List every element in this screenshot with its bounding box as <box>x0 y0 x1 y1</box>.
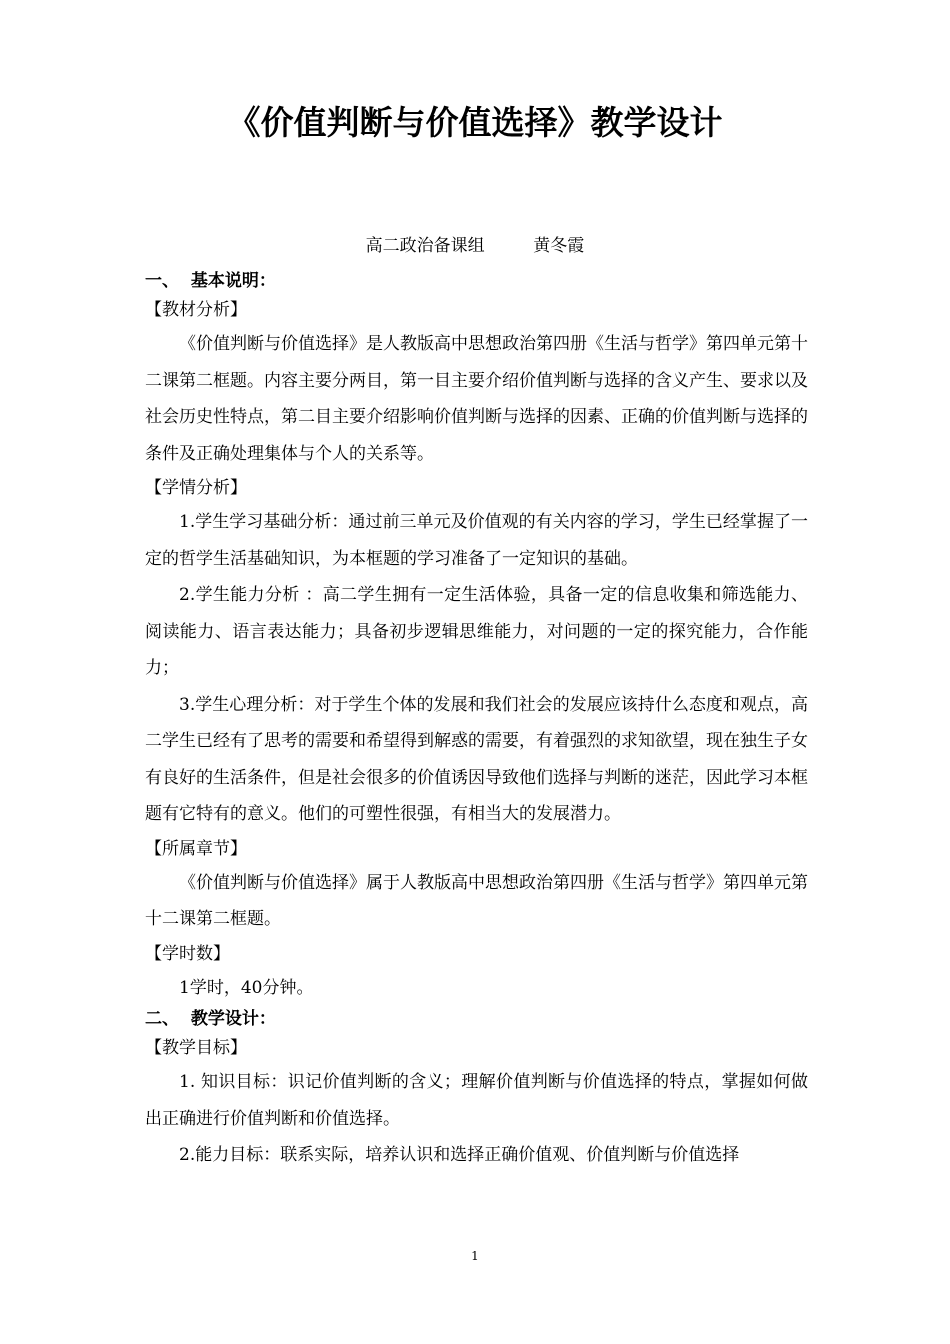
label-chapter: 【所属章节】 <box>145 838 247 859</box>
paragraph-ability-objective: 2.能力目标：联系实际，培养认识和选择正确价值观、价值判断与价值选择 <box>179 1145 740 1165</box>
section-heading-teaching-design: 二、 教学设计： <box>145 1009 276 1029</box>
paragraph-knowledge-objective: 1. 知识目标：识记价值判断的含义；理解价值判断与价值选择的特点，掌握如何做出正确进行价值判断和价值选择。 <box>145 1072 808 1129</box>
label-textbook-analysis: 【教材分析】 <box>145 300 247 320</box>
document-title: 《价值判断与价值选择》教学设计 <box>227 103 723 142</box>
section-heading-basic-info: 一、 基本说明： <box>145 271 276 291</box>
document-body <box>145 268 808 1174</box>
paragraph-class-hours: 1学时，40分钟。 <box>179 977 314 998</box>
label-class-hours: 【学时数】 <box>145 943 230 964</box>
paragraph-textbook-analysis: 《价值判断与价值选择》是人教版高中思想政治第四册《生活与哲学》第四单元第十二课第二框题。内容主要分两目，第一目主要介绍价值判断与选择的含义产生、要求以及社会历史性特点，第二目主要介绍影响价值判断与选择的因素、正确的价值判断与选择的条件及正确处理集体与个人的关系等。 <box>145 334 808 464</box>
paragraph-student-ability: 2.学生能力分析 ：高二学生拥有一定生活体验，具备一定的信息收集和筛选能力、阅读能力、语言表达能力；具备初步逻辑思维能力，对问题的一定的探究能力，合作能力； <box>145 585 808 678</box>
paragraph-chapter: 《价值判断与价值选择》属于人教版高中思想政治第四册《生活与哲学》第四单元第十二课第二框题。 <box>145 872 808 929</box>
paragraph-student-psychology: 3.学生心理分析：对于学生个体的发展和我们社会的发展应该持什么态度和观点，高二学生已经有了思考的需要和希望得到解惑的需要，有着强烈的求知欲望，现在独生子女有良好的生活条件，但是社会很多的价值诱因导致他们选择与判断的迷茫，因此学习本框题有它特有的意义。他们的可塑性很强，有相当大的发展潜力。 <box>145 694 808 824</box>
label-teaching-objectives: 【教学目标】 <box>145 1038 247 1058</box>
author-line: 高二政治备课组 黄冬霞 <box>365 236 585 256</box>
label-student-analysis: 【学情分析】 <box>145 478 247 498</box>
page-number: 1 <box>471 1249 479 1263</box>
paragraph-student-foundation: 1.学生学习基础分析：通过前三单元及价值观的有关内容的学习，学生已经掌握了一定的哲学生活基础知识，为本框题的学习准备了一定知识的基础。 <box>145 512 808 569</box>
